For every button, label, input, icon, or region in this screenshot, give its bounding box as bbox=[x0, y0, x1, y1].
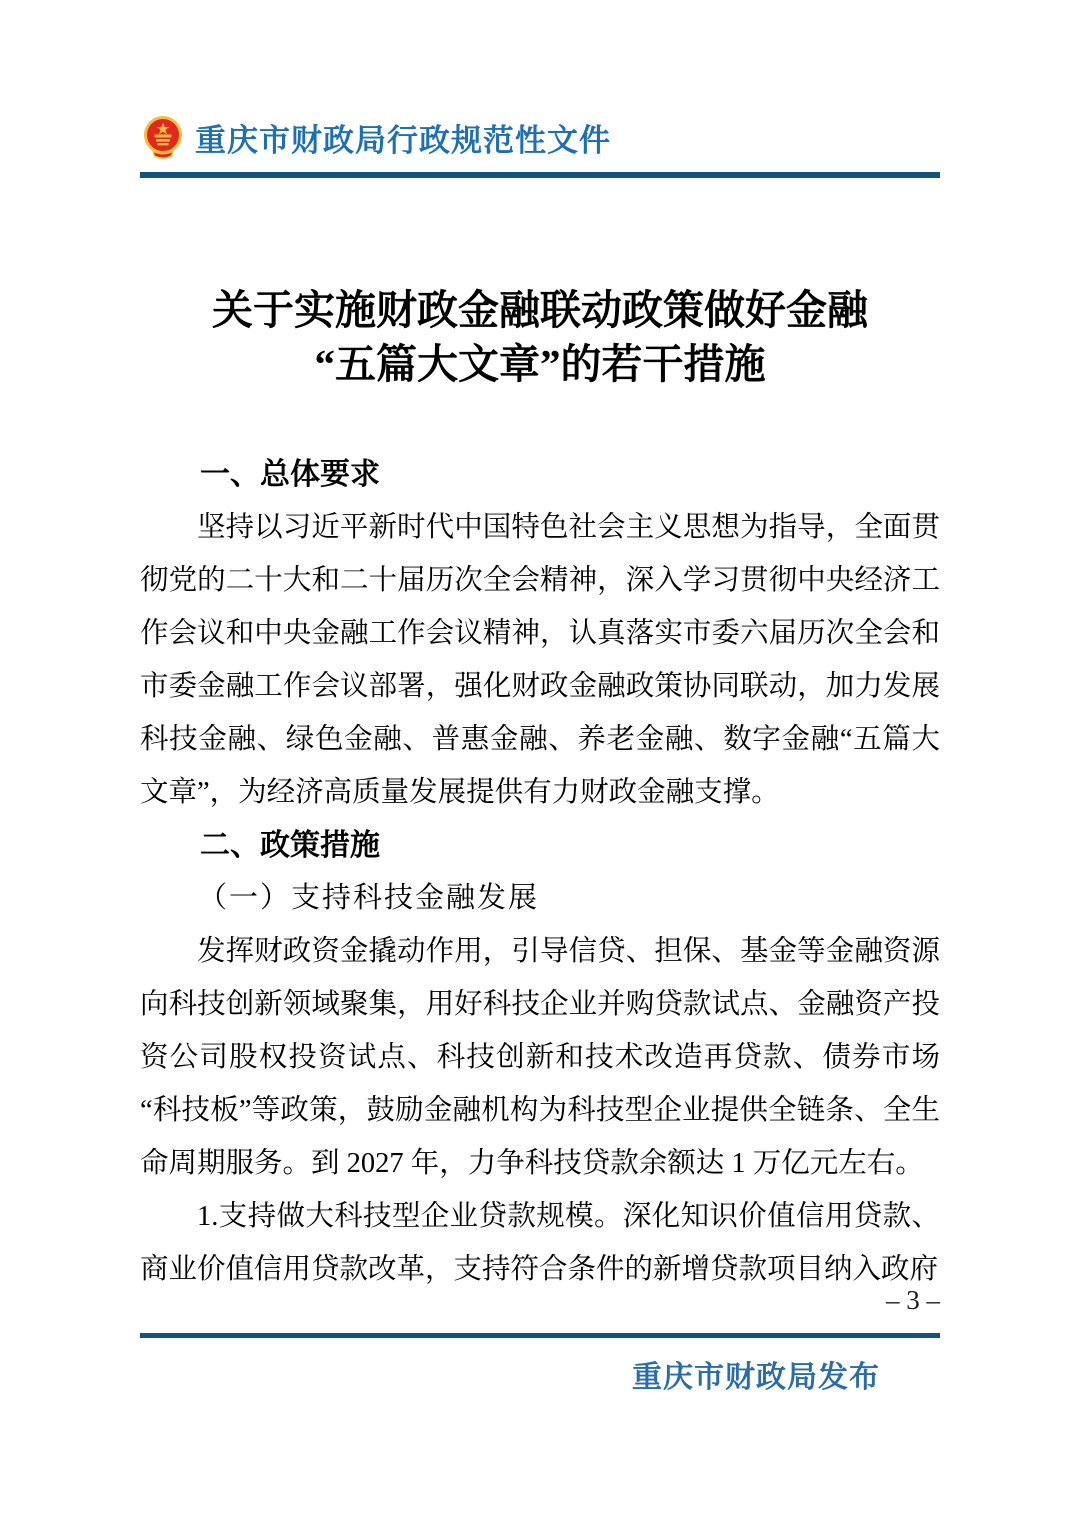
section-heading-policy-measures: 二、政策措施 bbox=[200, 829, 380, 862]
document-title bbox=[140, 283, 940, 391]
china-national-emblem-icon bbox=[140, 114, 186, 160]
document-title-line-1: 关于实施财政金融联动政策做好金融 bbox=[212, 287, 868, 333]
paragraph-overall-requirements: 坚持以习近平新时代中国特色社会主义思想为指导，全面贯彻党的二十大和二十届历次全会精神，深入学习贯彻中央经济工作会议和中央金融工作会议精神，认真落实市委六届历次全会和市委金融工作会议部署，强化财政金融政策协同联动，加力发展科技金融、绿色金融、普惠金融、养老金融、数字金融“五篇大文章”，为经济高质量发展提供有力财政金融支撑。 bbox=[140, 512, 940, 808]
footer-divider bbox=[140, 1333, 940, 1338]
subsection-heading-tech-finance: （一）支持科技金融发展 bbox=[198, 882, 540, 914]
page-number: – 3 – bbox=[886, 1285, 940, 1315]
header-divider bbox=[140, 172, 940, 178]
document-header bbox=[140, 114, 940, 160]
paragraph-tech-loan-scale: 1.支持做大科技型企业贷款规模。深化知识价值信用贷款、商业价值信用贷款改革，支持符合条件的新增贷款项目纳入政府 bbox=[140, 1201, 940, 1285]
section-heading-overall-requirements: 一、总体要求 bbox=[200, 458, 380, 491]
header-title: 重庆市财政局行政规范性文件 bbox=[195, 122, 611, 158]
publisher-label: 重庆市财政局发布 bbox=[632, 1361, 880, 1394]
paragraph-tech-finance-overview: 发挥财政资金撬动作用，引导信贷、担保、基金等金融资源向科技创新领域聚集，用好科技企业并购贷款试点、金融资产投资公司股权投资试点、科技创新和技术改造再贷款、债券市场“科技板”等政策，鼓励金融机构为科技型企业提供全链条、全生命周期服务。到 2027 年，力争科技贷款余额达 1 万亿元左右。 bbox=[140, 936, 940, 1179]
document-title-line-2: “五篇大文章”的若干措施 bbox=[314, 341, 766, 387]
document-body bbox=[140, 448, 940, 1296]
